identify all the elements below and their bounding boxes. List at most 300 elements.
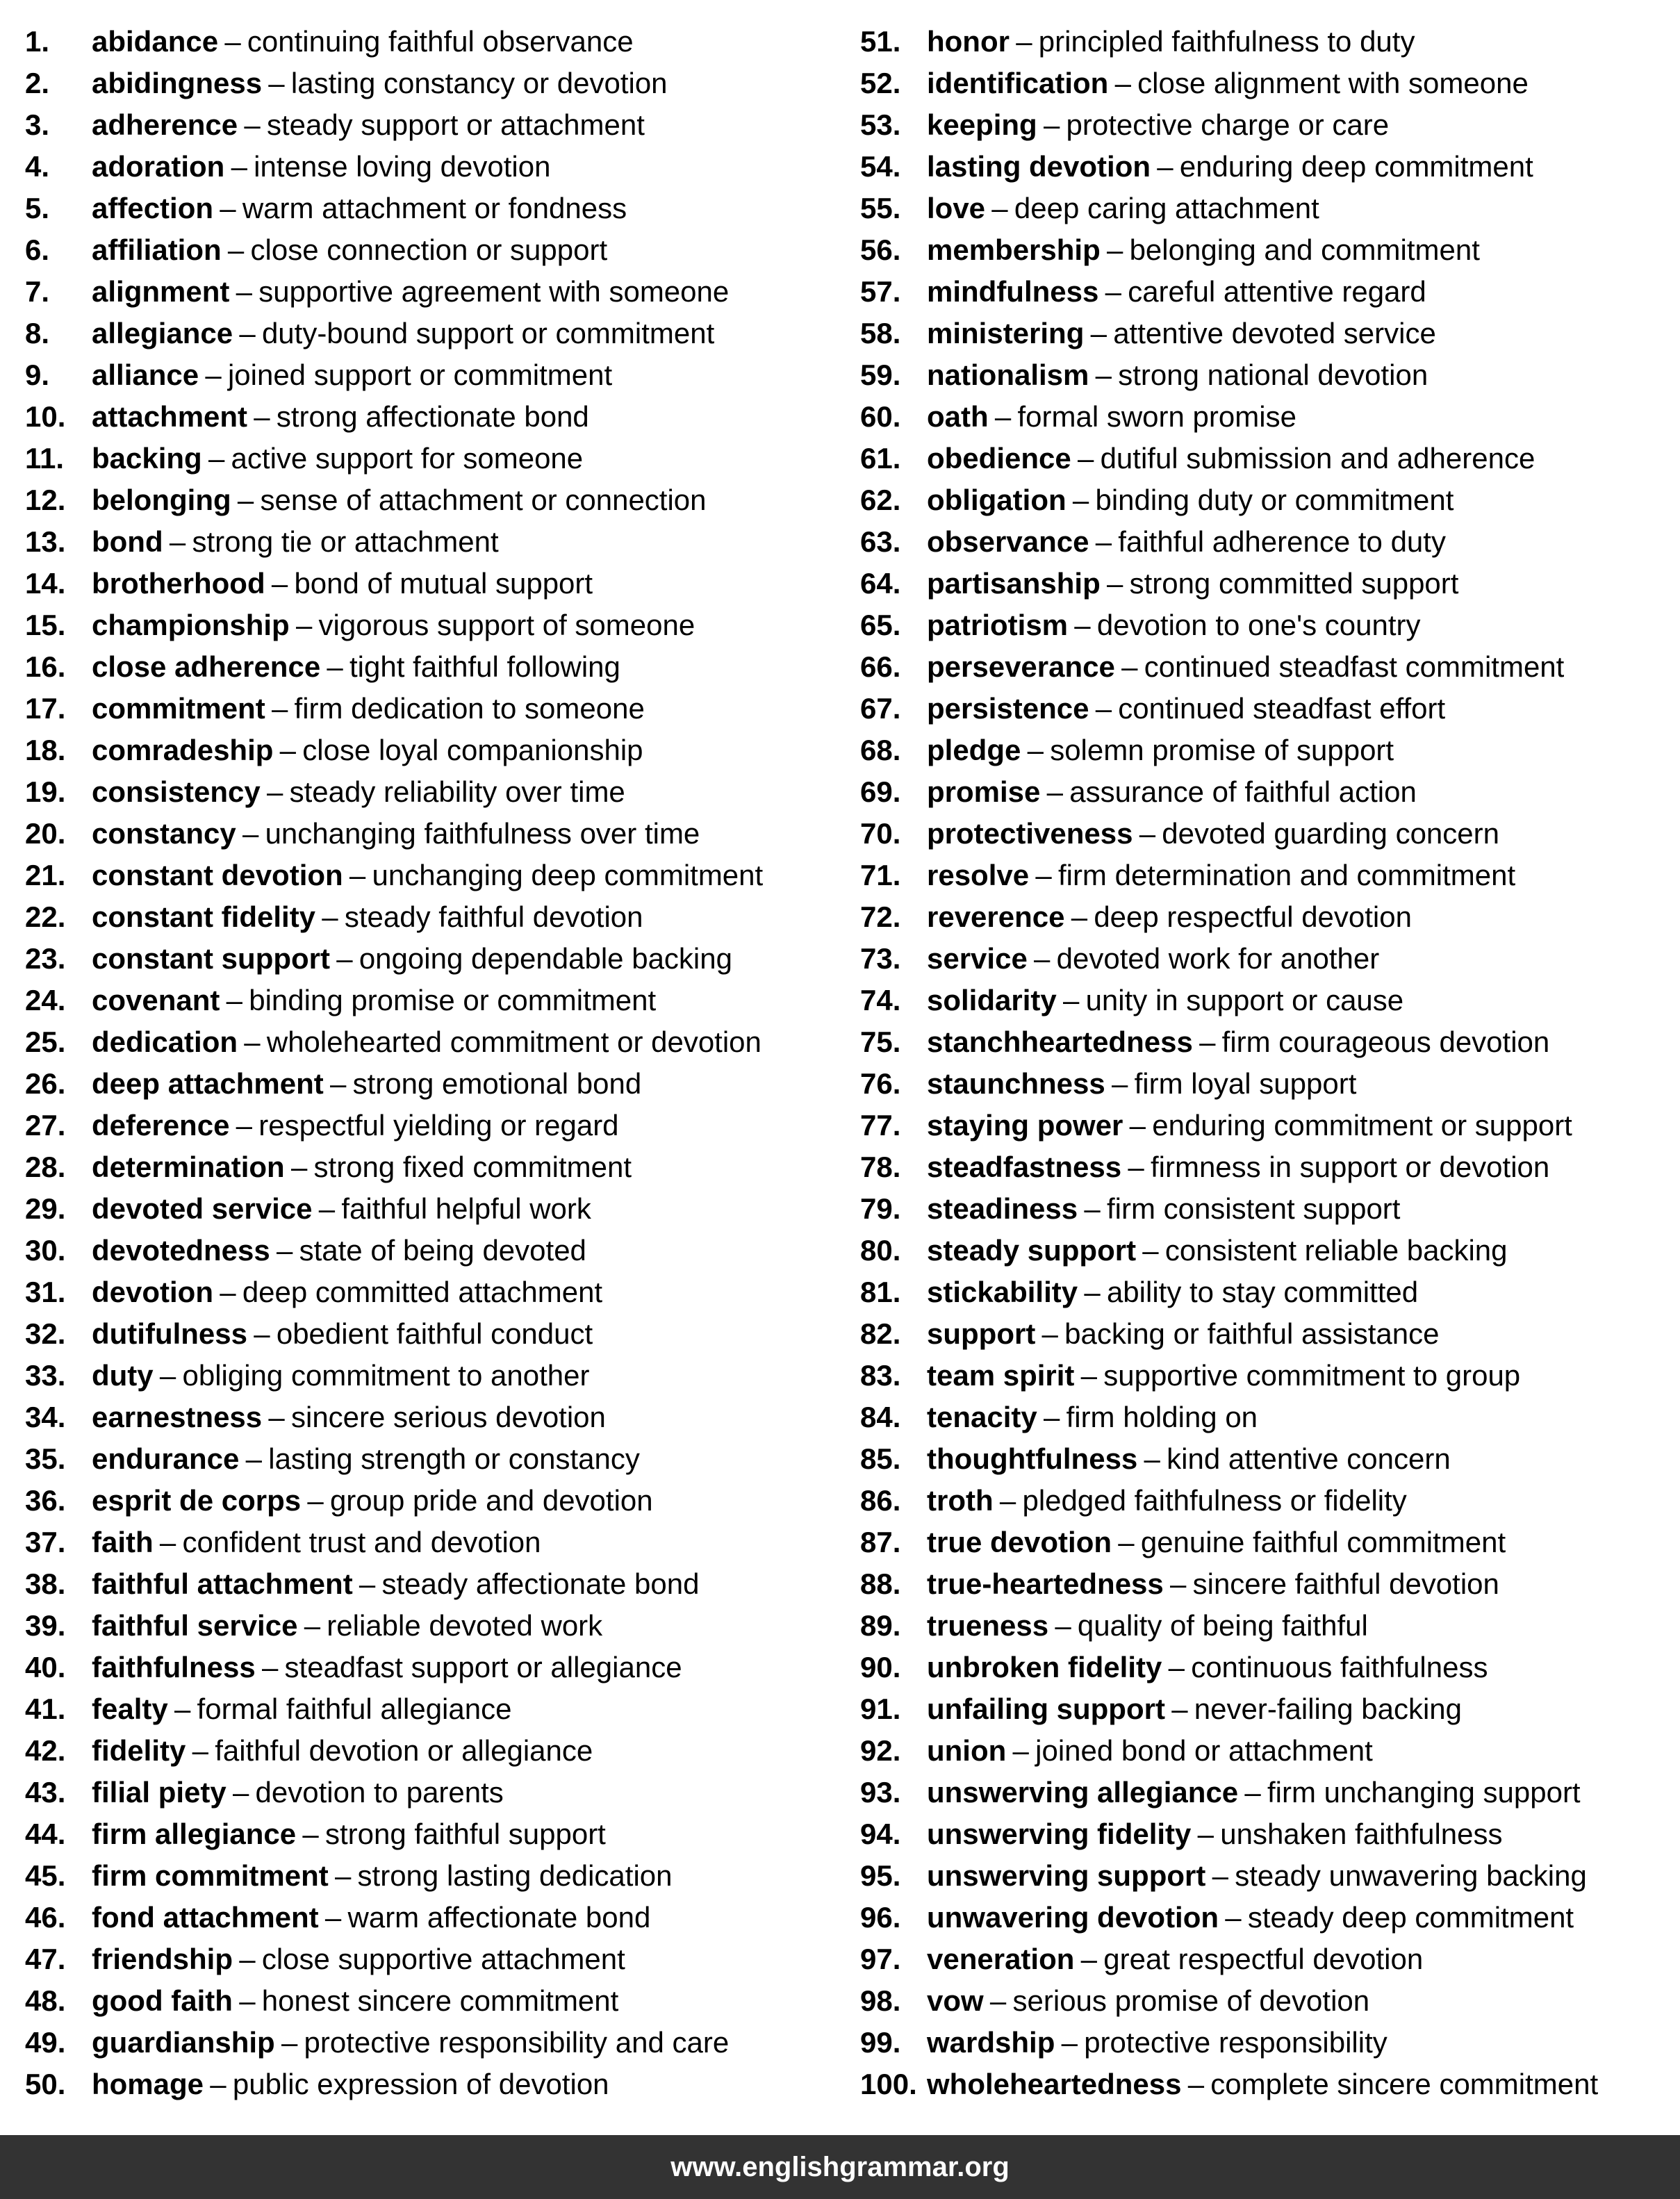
list-item xyxy=(25,980,838,1021)
list-item xyxy=(860,1271,1673,1313)
dash-separator: – xyxy=(1062,984,1080,1016)
item-word: dedication xyxy=(92,1026,238,1058)
item-definition: formal sworn promise xyxy=(1017,400,1296,433)
list-item xyxy=(25,563,838,604)
item-definition: unshaken faithfulness xyxy=(1220,1818,1503,1850)
dash-separator: – xyxy=(994,400,1012,433)
item-number: 91. xyxy=(860,1693,901,1725)
item-number: 14. xyxy=(25,567,66,600)
dash-separator: – xyxy=(304,1609,321,1642)
item-definition: ongoing dependable backing xyxy=(359,942,732,975)
item-definition: reliable devoted work xyxy=(327,1609,603,1642)
dash-separator: – xyxy=(1080,1359,1097,1392)
item-definition: lasting strength or constancy xyxy=(268,1442,640,1475)
item-word: comradeship xyxy=(92,734,274,766)
list-item xyxy=(860,188,1673,229)
item-number: 61. xyxy=(860,442,901,475)
item-word: alliance xyxy=(92,359,199,391)
item-number: 33. xyxy=(25,1359,66,1392)
item-definition: intense loving devotion xyxy=(254,150,551,183)
item-number: 44. xyxy=(25,1818,66,1850)
item-number: 83. xyxy=(860,1359,901,1392)
item-definition: solemn promise of support xyxy=(1050,734,1394,766)
dash-separator: – xyxy=(159,1359,176,1392)
list-item xyxy=(860,938,1673,980)
item-word: wardship xyxy=(927,2026,1055,2059)
item-definition: firm holding on xyxy=(1066,1401,1258,1433)
list-item xyxy=(860,1688,1673,1730)
item-number: 81. xyxy=(860,1276,901,1308)
list-item xyxy=(860,563,1673,604)
list-item xyxy=(25,604,838,646)
item-definition: strong fixed commitment xyxy=(313,1151,632,1183)
item-definition: wholehearted commitment or devotion xyxy=(266,1026,761,1058)
list-item xyxy=(860,1605,1673,1647)
list-item xyxy=(25,188,838,229)
item-definition: warm affectionate bond xyxy=(347,1901,651,1934)
dash-separator: – xyxy=(169,525,186,558)
list-item xyxy=(860,21,1673,63)
list-item xyxy=(860,396,1673,438)
list-item xyxy=(25,1522,838,1563)
dash-separator: – xyxy=(244,108,261,141)
item-definition: sincere faithful devotion xyxy=(1192,1567,1499,1600)
list-item xyxy=(860,1730,1673,1772)
list-item xyxy=(860,1105,1673,1146)
item-word: ministering xyxy=(927,317,1085,349)
item-number: 41. xyxy=(25,1693,66,1725)
list-item xyxy=(25,1438,838,1480)
dash-separator: – xyxy=(327,650,343,683)
item-definition: genuine faithful commitment xyxy=(1140,1526,1506,1558)
item-word: earnestness xyxy=(92,1401,263,1433)
list-item xyxy=(860,438,1673,479)
item-definition: steady deep commitment xyxy=(1247,1901,1574,1934)
item-number: 85. xyxy=(860,1442,901,1475)
item-word: consistency xyxy=(92,775,261,808)
dash-separator: – xyxy=(318,1192,336,1225)
list-item xyxy=(860,1563,1673,1605)
item-number: 31. xyxy=(25,1276,66,1308)
item-word: guardianship xyxy=(92,2026,275,2059)
item-definition: active support for someone xyxy=(231,442,584,475)
item-word: team spirit xyxy=(927,1359,1075,1392)
list-item xyxy=(25,1772,838,1813)
item-word: championship xyxy=(92,609,290,641)
item-word: bond xyxy=(92,525,163,558)
item-number: 51. xyxy=(860,25,901,58)
list-item xyxy=(860,1647,1673,1688)
dash-separator: – xyxy=(1071,900,1088,933)
item-word: dutifulness xyxy=(92,1317,248,1350)
dash-separator: – xyxy=(1225,1901,1242,1934)
dash-separator: – xyxy=(322,900,338,933)
dash-separator: – xyxy=(232,1776,249,1809)
item-definition: strong lasting dedication xyxy=(357,1859,673,1892)
item-word: pledge xyxy=(927,734,1021,766)
item-word: true devotion xyxy=(927,1526,1112,1558)
item-word: constant fidelity xyxy=(92,900,316,933)
item-number: 76. xyxy=(860,1067,901,1100)
list-item xyxy=(860,521,1673,563)
dash-separator: – xyxy=(1118,1526,1135,1558)
item-number: 56. xyxy=(860,233,901,266)
list-item xyxy=(860,1480,1673,1522)
item-definition: firm loyal support xyxy=(1134,1067,1357,1100)
dash-separator: – xyxy=(329,1067,347,1100)
item-number: 72. xyxy=(860,900,901,933)
dash-separator: – xyxy=(245,1442,262,1475)
list-item xyxy=(860,1230,1673,1271)
item-number: 5. xyxy=(25,192,50,224)
item-number: 29. xyxy=(25,1192,66,1225)
item-number: 27. xyxy=(25,1109,66,1142)
dash-separator: – xyxy=(1043,1401,1060,1433)
list-item xyxy=(860,980,1673,1021)
item-word: lasting devotion xyxy=(927,150,1151,183)
item-definition: deep caring attachment xyxy=(1014,192,1319,224)
dash-separator: – xyxy=(237,484,254,516)
list-item xyxy=(860,688,1673,730)
dash-separator: – xyxy=(220,1276,236,1308)
item-definition: tight faithful following xyxy=(349,650,620,683)
item-number: 22. xyxy=(25,900,66,933)
item-definition: formal faithful allegiance xyxy=(197,1693,512,1725)
item-word: protectiveness xyxy=(927,817,1133,850)
item-number: 90. xyxy=(860,1651,901,1683)
item-number: 62. xyxy=(860,484,901,516)
item-definition: protective responsibility and care xyxy=(304,2026,730,2059)
item-word: support xyxy=(927,1317,1036,1350)
item-definition: steady reliability over time xyxy=(289,775,625,808)
item-word: fealty xyxy=(92,1693,168,1725)
dash-separator: – xyxy=(239,317,256,349)
item-definition: honest sincere commitment xyxy=(261,1984,619,2017)
list-item xyxy=(25,938,838,980)
list-item xyxy=(25,1313,838,1355)
dash-separator: – xyxy=(1027,734,1044,766)
list-item xyxy=(860,1897,1673,1938)
item-word: wholeheartedness xyxy=(927,2068,1182,2100)
item-definition: strong national devotion xyxy=(1118,359,1428,391)
item-word: fond attachment xyxy=(92,1901,319,1934)
item-number: 35. xyxy=(25,1442,66,1475)
dash-separator: – xyxy=(159,1526,176,1558)
item-definition: vigorous support of someone xyxy=(318,609,695,641)
list-item xyxy=(25,1480,838,1522)
list-item xyxy=(860,1355,1673,1397)
dash-separator: – xyxy=(302,1818,319,1850)
dash-separator: – xyxy=(1144,1442,1160,1475)
item-definition: devoted guarding concern xyxy=(1162,817,1499,850)
item-word: devotedness xyxy=(92,1234,270,1267)
list-item xyxy=(860,1063,1673,1105)
dash-separator: – xyxy=(1139,817,1156,850)
list-item xyxy=(25,1897,838,1938)
dash-separator: – xyxy=(999,1484,1016,1517)
list-item xyxy=(860,1438,1673,1480)
list-item xyxy=(860,63,1673,104)
dash-separator: – xyxy=(1072,484,1089,516)
item-word: fidelity xyxy=(92,1734,186,1767)
item-definition: binding duty or commitment xyxy=(1095,484,1454,516)
item-word: constancy xyxy=(92,817,236,850)
item-definition: public expression of devotion xyxy=(232,2068,609,2100)
item-word: tenacity xyxy=(927,1401,1037,1433)
list-item xyxy=(860,1397,1673,1438)
list-item xyxy=(25,396,838,438)
dash-separator: – xyxy=(271,567,288,600)
item-number: 45. xyxy=(25,1859,66,1892)
item-word: veneration xyxy=(927,1943,1075,1975)
item-word: partisanship xyxy=(927,567,1101,600)
dash-separator: – xyxy=(1016,25,1032,58)
item-definition: strong affectionate bond xyxy=(276,400,589,433)
dash-separator: – xyxy=(267,775,283,808)
item-definition: devotion to parents xyxy=(255,1776,504,1809)
item-definition: close alignment with someone xyxy=(1137,67,1529,99)
item-definition: protective charge or care xyxy=(1066,108,1390,141)
item-number: 20. xyxy=(25,817,66,850)
dash-separator: – xyxy=(1084,1276,1101,1308)
item-definition: group pride and devotion xyxy=(329,1484,653,1517)
dash-separator: – xyxy=(1074,609,1091,641)
item-word: persistence xyxy=(927,692,1089,725)
item-definition: devoted work for another xyxy=(1056,942,1380,975)
list-item xyxy=(25,1647,838,1688)
item-number: 54. xyxy=(860,150,901,183)
item-number: 4. xyxy=(25,150,50,183)
item-definition: joined support or commitment xyxy=(227,359,613,391)
list-item xyxy=(25,229,838,271)
item-definition: firm determination and commitment xyxy=(1057,859,1516,891)
item-number: 96. xyxy=(860,1901,901,1934)
list-item xyxy=(25,104,838,146)
item-number: 21. xyxy=(25,859,66,891)
dash-separator: – xyxy=(268,1401,285,1433)
dash-separator: – xyxy=(236,275,252,308)
list-item xyxy=(25,354,838,396)
list-item xyxy=(860,1313,1673,1355)
dash-separator: – xyxy=(1012,1734,1029,1767)
dash-separator: – xyxy=(1142,1234,1159,1267)
dash-separator: – xyxy=(1084,1192,1101,1225)
item-definition: continued steadfast effort xyxy=(1118,692,1446,725)
list-item xyxy=(860,771,1673,813)
list-item xyxy=(25,21,838,63)
item-definition: respectful yielding or regard xyxy=(258,1109,619,1142)
item-definition: assurance of faithful action xyxy=(1069,775,1417,808)
list-item xyxy=(25,2022,838,2064)
item-number: 86. xyxy=(860,1484,901,1517)
dash-separator: – xyxy=(1171,1693,1188,1725)
list-item xyxy=(25,771,838,813)
item-word: faithful service xyxy=(92,1609,298,1642)
item-definition: binding promise or commitment xyxy=(249,984,657,1016)
item-number: 40. xyxy=(25,1651,66,1683)
item-definition: devotion to one's country xyxy=(1096,609,1421,641)
dash-separator: – xyxy=(174,1693,191,1725)
item-number: 75. xyxy=(860,1026,901,1058)
item-word: keeping xyxy=(927,108,1037,141)
item-definition: unchanging deep commitment xyxy=(372,859,764,891)
item-definition: steady faithful devotion xyxy=(344,900,643,933)
list-item xyxy=(25,1980,838,2022)
item-number: 10. xyxy=(25,400,66,433)
item-number: 48. xyxy=(25,1984,66,2017)
item-definition: enduring deep commitment xyxy=(1179,150,1533,183)
item-word: constant support xyxy=(92,942,330,975)
list-item xyxy=(25,1563,838,1605)
item-definition: ability to stay committed xyxy=(1106,1276,1419,1308)
list-item xyxy=(860,1146,1673,1188)
dash-separator: – xyxy=(1121,650,1138,683)
item-number: 84. xyxy=(860,1401,901,1433)
dash-separator: – xyxy=(242,817,259,850)
item-word: determination xyxy=(92,1151,285,1183)
dash-separator: – xyxy=(1128,1151,1144,1183)
item-word: belonging xyxy=(92,484,231,516)
item-number: 100. xyxy=(860,2068,917,2100)
list-item xyxy=(25,1063,838,1105)
item-definition: steady support or attachment xyxy=(266,108,645,141)
item-number: 23. xyxy=(25,942,66,975)
item-number: 53. xyxy=(860,108,901,141)
dash-separator: – xyxy=(1043,108,1060,141)
dash-separator: – xyxy=(324,1901,342,1934)
item-number: 60. xyxy=(860,400,901,433)
dash-separator: – xyxy=(1244,1776,1261,1809)
dash-separator: – xyxy=(1212,1859,1228,1892)
item-definition: strong committed support xyxy=(1129,567,1459,600)
list-item xyxy=(25,1188,838,1230)
item-definition: steady unwavering backing xyxy=(1235,1859,1587,1892)
item-word: covenant xyxy=(92,984,220,1016)
item-word: oath xyxy=(927,400,989,433)
list-item xyxy=(25,1271,838,1313)
item-definition: firm unchanging support xyxy=(1267,1776,1581,1809)
dash-separator: – xyxy=(1095,525,1112,558)
list-item xyxy=(25,146,838,188)
item-definition: pledged faithfulness or fidelity xyxy=(1022,1484,1407,1517)
dash-separator: – xyxy=(1080,1943,1097,1975)
item-number: 2. xyxy=(25,67,50,99)
item-number: 98. xyxy=(860,1984,901,2017)
list-item xyxy=(860,1021,1673,1063)
item-number: 95. xyxy=(860,1859,901,1892)
item-word: staying power xyxy=(927,1109,1123,1142)
item-definition: supportive agreement with someone xyxy=(258,275,730,308)
item-word: obligation xyxy=(927,484,1067,516)
item-definition: careful attentive regard xyxy=(1128,275,1426,308)
item-word: stickability xyxy=(927,1276,1078,1308)
list-item xyxy=(25,1230,838,1271)
dash-separator: – xyxy=(236,1109,253,1142)
item-number: 67. xyxy=(860,692,901,725)
item-number: 13. xyxy=(25,525,66,558)
item-word: steadiness xyxy=(927,1192,1078,1225)
list-item xyxy=(25,1397,838,1438)
list-item xyxy=(25,271,838,313)
item-word: true-heartedness xyxy=(927,1567,1164,1600)
item-word: service xyxy=(927,942,1028,975)
dash-separator: – xyxy=(1095,359,1112,391)
item-word: patriotism xyxy=(927,609,1069,641)
dash-separator: – xyxy=(268,67,285,99)
list-item xyxy=(25,855,838,896)
dash-separator: – xyxy=(261,1651,279,1683)
item-word: commitment xyxy=(92,692,265,725)
dash-separator: – xyxy=(210,2068,227,2100)
list-item xyxy=(25,1146,838,1188)
item-definition: strong faithful support xyxy=(324,1818,606,1850)
dash-separator: – xyxy=(349,859,366,891)
item-number: 65. xyxy=(860,609,901,641)
list-item xyxy=(25,1855,838,1897)
item-number: 50. xyxy=(25,2068,66,2100)
item-number: 99. xyxy=(860,2026,901,2059)
item-word: adherence xyxy=(92,108,238,141)
footer-bar xyxy=(0,2135,1680,2199)
item-number: 9. xyxy=(25,359,50,391)
right-column xyxy=(860,21,1673,2105)
item-word: faithfulness xyxy=(92,1651,256,1683)
item-number: 24. xyxy=(25,984,66,1016)
item-number: 1. xyxy=(25,25,50,58)
dash-separator: – xyxy=(334,1859,352,1892)
item-definition: bond of mutual support xyxy=(294,567,593,600)
item-number: 30. xyxy=(25,1234,66,1267)
item-word: good faith xyxy=(92,1984,233,2017)
item-number: 82. xyxy=(860,1317,901,1350)
dash-separator: – xyxy=(1199,1026,1216,1058)
item-number: 52. xyxy=(860,67,901,99)
dash-separator: – xyxy=(1041,1317,1058,1350)
item-number: 37. xyxy=(25,1526,66,1558)
item-definition: supportive commitment to group xyxy=(1103,1359,1521,1392)
item-word: trueness xyxy=(927,1609,1049,1642)
item-definition: firmness in support or devotion xyxy=(1150,1151,1550,1183)
list-item xyxy=(860,479,1673,521)
list-item xyxy=(860,1522,1673,1563)
item-word: attachment xyxy=(92,400,248,433)
item-number: 79. xyxy=(860,1192,901,1225)
item-definition: continuing faithful observance xyxy=(247,25,634,58)
list-item xyxy=(860,271,1673,313)
item-number: 46. xyxy=(25,1901,66,1934)
list-item xyxy=(860,313,1673,354)
item-definition: never-failing backing xyxy=(1194,1693,1462,1725)
item-definition: consistent reliable backing xyxy=(1164,1234,1508,1267)
dash-separator: – xyxy=(227,233,245,266)
item-word: steady support xyxy=(927,1234,1137,1267)
item-number: 39. xyxy=(25,1609,66,1642)
list-item xyxy=(860,896,1673,938)
list-item xyxy=(25,1105,838,1146)
item-number: 25. xyxy=(25,1026,66,1058)
item-definition: sincere serious devotion xyxy=(290,1401,606,1433)
item-definition: protective responsibility xyxy=(1084,2026,1387,2059)
dash-separator: – xyxy=(989,1984,1007,2017)
item-word: resolve xyxy=(927,859,1030,891)
item-definition: enduring commitment or support xyxy=(1152,1109,1572,1142)
item-number: 55. xyxy=(860,192,901,224)
item-definition: strong emotional bond xyxy=(352,1067,642,1100)
item-number: 74. xyxy=(860,984,901,1016)
dash-separator: – xyxy=(307,1484,324,1517)
item-word: mindfulness xyxy=(927,275,1099,308)
item-word: filial piety xyxy=(92,1776,227,1809)
